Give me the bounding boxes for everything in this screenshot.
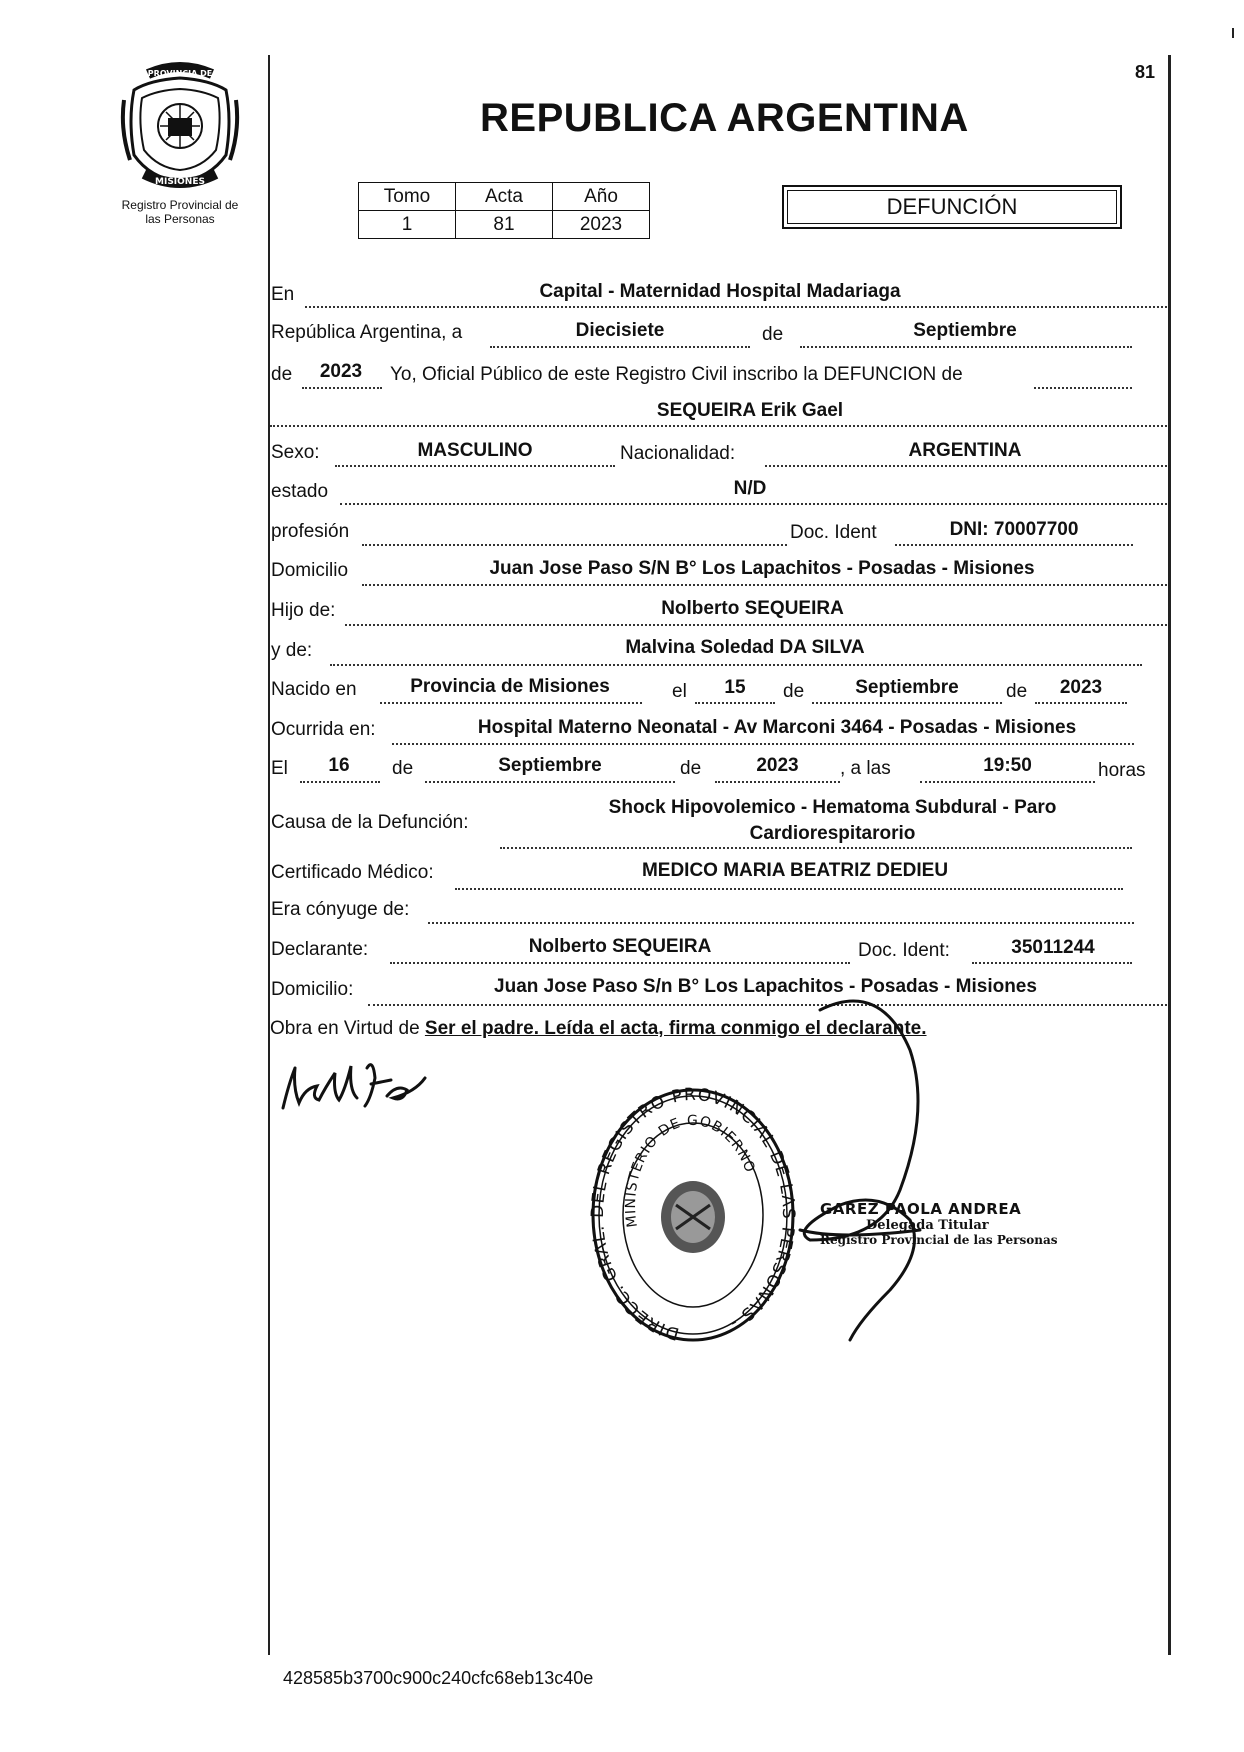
- el2-label: El: [271, 758, 288, 779]
- right-margin-line: [1168, 55, 1171, 1655]
- conyuge-dotted-line: [428, 922, 1134, 924]
- yo-dotted-line: [1034, 387, 1132, 389]
- en-dotted-line: [305, 306, 1167, 308]
- record-type-label: DEFUNCIÓN: [886, 194, 1018, 219]
- declarante-dotted-line: [390, 962, 850, 964]
- obra-label: Obra en Virtud de: [270, 1018, 420, 1039]
- name-dotted-line: [270, 425, 1167, 427]
- official-seal: [588, 1085, 798, 1345]
- de-label: de: [762, 324, 784, 345]
- domicilio2-value: Juan Jose Paso S/n B° Los Lapachitos - Posadas - Misiones: [494, 976, 1037, 997]
- en-label: En: [271, 284, 295, 305]
- doc2-label: Doc. Ident:: [858, 940, 950, 961]
- page-number: 81: [1135, 62, 1156, 82]
- logo-caption-line2: las Personas: [145, 212, 215, 226]
- official-signature: [780, 990, 950, 1350]
- death-de2: de: [680, 758, 702, 779]
- month-value: Septiembre: [913, 320, 1017, 341]
- death-month-dotted-line: [425, 781, 675, 783]
- doc-value: DNI: 70007700: [949, 519, 1079, 540]
- ocurrida-dotted-line: [392, 743, 1134, 745]
- hijo-dotted-line: [345, 624, 1167, 626]
- certificado-label: Certificado Médico:: [271, 862, 434, 883]
- estado-dotted-line: [340, 503, 1167, 505]
- yde-dotted-line: [330, 664, 1142, 666]
- doc-label: Doc. Ident: [790, 522, 877, 543]
- hijo-value: Nolberto SEQUEIRA: [661, 598, 844, 619]
- domicilio2-dotted-line: [368, 1004, 1167, 1006]
- alas-label: , a las: [840, 758, 891, 779]
- causa-line2: Cardiorespitarorio: [749, 823, 916, 844]
- record-table-header-row: [359, 183, 650, 211]
- logo-caption-line1: Registro Provincial de: [121, 198, 239, 212]
- anio-value: 2023: [553, 211, 650, 239]
- seal-inner-text: MINISTERIO DE GOBIERNO: [622, 1112, 758, 1229]
- logo-top-text: PROVINCIA DE: [147, 69, 213, 78]
- document-hash: 428585b3700c900c240cfc68eb13c40e: [283, 1668, 594, 1688]
- delegate-stamp: [820, 1200, 1060, 1247]
- horas-label: horas: [1098, 760, 1146, 781]
- domicilio-dotted-line: [362, 584, 1167, 586]
- page-title: REPUBLICA ARGENTINA: [480, 96, 969, 140]
- death-de1: de: [392, 758, 414, 779]
- birth-year-dotted-line: [1035, 702, 1127, 704]
- month-dotted-line: [800, 346, 1132, 348]
- day-dotted-line: [490, 346, 750, 348]
- de2-label: de: [271, 364, 293, 385]
- name-value: SEQUEIRA Erik Gael: [656, 400, 844, 421]
- yde-label: y de:: [271, 640, 313, 661]
- nacido-value: Provincia de Misiones: [410, 676, 610, 697]
- year-value: 2023: [319, 361, 363, 382]
- tomo-value: 1: [359, 211, 456, 239]
- doc-dotted-line: [895, 544, 1133, 546]
- domicilio-label: Domicilio: [271, 560, 349, 581]
- acta-header: Acta: [456, 183, 553, 211]
- anio-header: Año: [553, 183, 650, 211]
- logo-caption: [96, 198, 264, 226]
- death-year: 2023: [756, 755, 799, 776]
- declarante-signature: [275, 1048, 435, 1118]
- death-month: Septiembre: [498, 755, 602, 776]
- nacido-dotted-line: [380, 702, 642, 704]
- nacionalidad-label: Nacionalidad:: [620, 443, 736, 464]
- record-table: [358, 182, 650, 239]
- yde-value: Malvina Soledad DA SILVA: [625, 637, 865, 658]
- nacionalidad-dotted-line: [765, 465, 1167, 467]
- birth-day-dotted-line: [695, 702, 775, 704]
- stamp-line2: Delegada Titular: [866, 1218, 989, 1233]
- hijo-label: Hijo de:: [271, 600, 336, 621]
- profesion-dotted-line: [362, 544, 787, 546]
- causa-label: Causa de la Defunción:: [271, 812, 469, 833]
- record-table-value-row: [359, 211, 650, 239]
- nacionalidad-value: ARGENTINA: [908, 440, 1022, 461]
- doc2-dotted-line: [972, 962, 1132, 964]
- death-day-dotted-line: [300, 781, 380, 783]
- birth-year: 2023: [1059, 677, 1103, 698]
- en-value: Capital - Maternidad Hospital Madariaga: [539, 281, 901, 302]
- ocurrida-label: Ocurrida en:: [271, 719, 376, 740]
- stamp-line3: Registro Provincial de las Personas: [820, 1233, 1058, 1247]
- seal-emblem: [661, 1181, 725, 1253]
- birth-de2: de: [1006, 681, 1028, 702]
- estado-label: estado: [271, 481, 329, 502]
- corner-mark: [1232, 28, 1234, 38]
- death-time: 19:50: [983, 755, 1032, 776]
- domicilio-value: Juan Jose Paso S/N B° Los Lapachitos - Posadas - Misiones: [489, 558, 1035, 579]
- left-margin-line: [268, 55, 270, 1655]
- domicilio2-label: Domicilio:: [271, 979, 354, 1000]
- death-year-dotted-line: [715, 781, 840, 783]
- record-type-box: [782, 185, 1122, 229]
- death-time-dotted-line: [920, 781, 1095, 783]
- el-label: el: [672, 681, 687, 702]
- profesion-label: profesión: [271, 521, 350, 542]
- declarante-label: Declarante:: [271, 939, 369, 960]
- yo-text: Yo, Oficial Público de este Registro Civil inscribo la DEFUNCION de: [390, 364, 963, 385]
- birth-de1: de: [783, 681, 805, 702]
- certificado-value: MEDICO MARIA BEATRIZ DEDIEU: [641, 860, 949, 881]
- sexo-value: MASCULINO: [417, 440, 533, 461]
- acta-value: 81: [456, 211, 553, 239]
- causa-line1: Shock Hipovolemico - Hematoma Subdural - Paro: [608, 797, 1057, 818]
- obra-value: Ser el padre. Leída el acta, firma conmigo el declarante.: [424, 1018, 927, 1039]
- conyuge-label: Era cónyuge de:: [271, 899, 410, 920]
- seal-outer-text: DIRECC. GRAL. DEL REGISTRO PROVINCIAL DE LAS PERSONAS -: [588, 1085, 798, 1344]
- birth-month-dotted-line: [812, 702, 1002, 704]
- birth-day: 15: [724, 677, 746, 698]
- causa-dotted-line: [500, 847, 1132, 849]
- sexo-label: Sexo:: [271, 442, 320, 463]
- day-value: Diecisiete: [575, 320, 665, 341]
- republica-label: República Argentina, a: [271, 322, 463, 343]
- year-dotted-line: [302, 387, 382, 389]
- ocurrida-value: Hospital Materno Neonatal - Av Marconi 3464 - Posadas - Misiones: [477, 717, 1077, 738]
- province-coat-of-arms-logo: [120, 60, 240, 190]
- death-day: 16: [328, 755, 350, 776]
- stamp-line1: GAREZ PAOLA ANDREA: [820, 1200, 1022, 1218]
- certificado-dotted-line: [455, 888, 1123, 890]
- declarante-value: Nolberto SEQUEIRA: [528, 936, 712, 957]
- doc2-value: 35011244: [1011, 937, 1095, 958]
- estado-value: N/D: [733, 478, 767, 499]
- sexo-dotted-line: [335, 465, 615, 467]
- nacido-label: Nacido en: [271, 679, 357, 700]
- tomo-header: Tomo: [359, 183, 456, 211]
- logo-bottom-text: MISIONES: [155, 177, 205, 187]
- birth-month: Septiembre: [855, 677, 959, 698]
